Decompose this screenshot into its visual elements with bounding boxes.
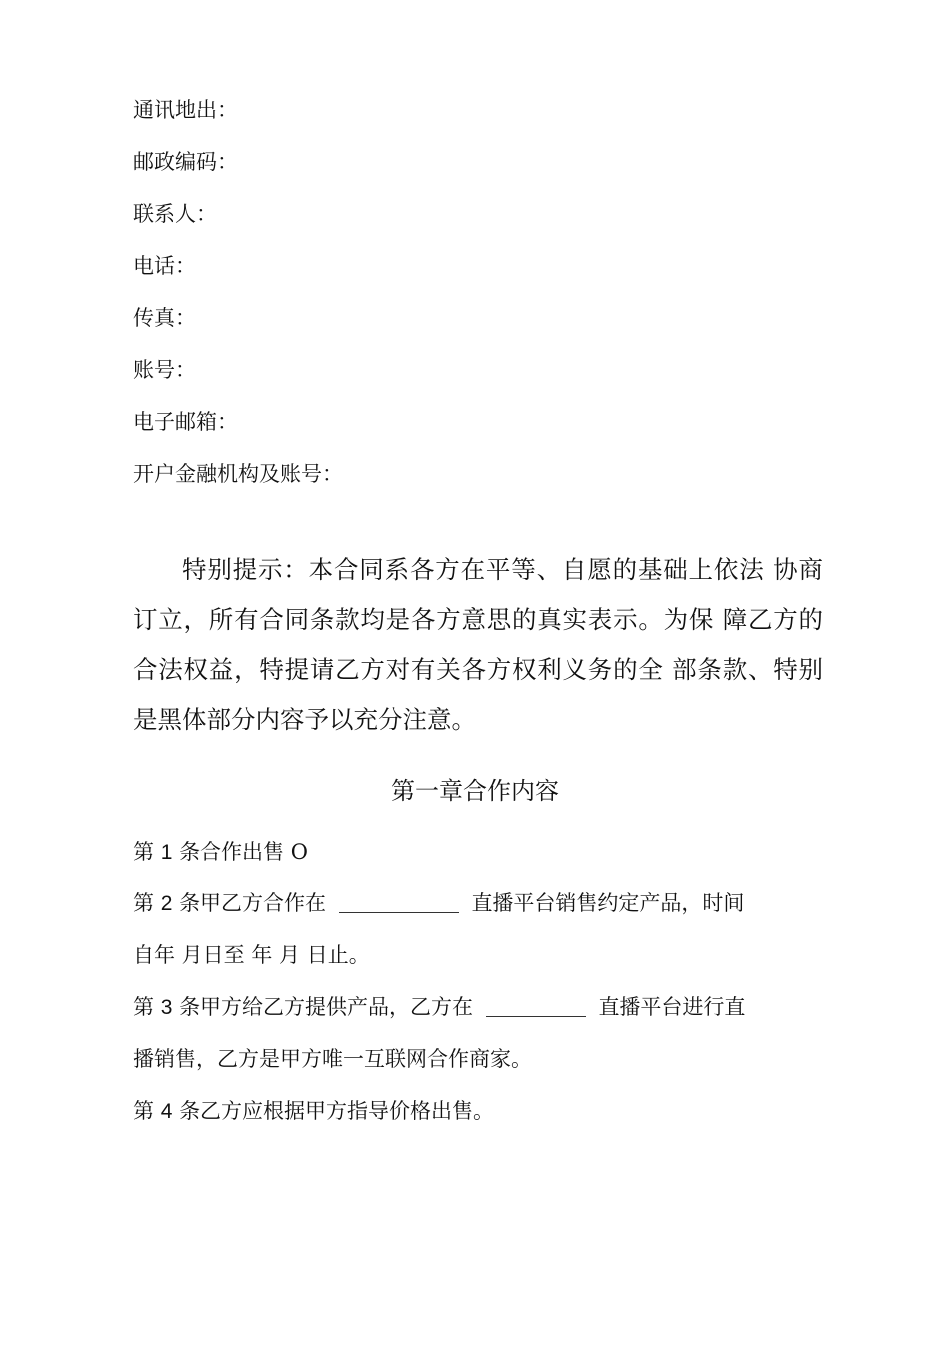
article-4-text: 条乙方应根据甲方指导价格出售。 xyxy=(179,1099,495,1123)
article-4-number: 4 xyxy=(160,1100,173,1123)
chapter-title: 第一章合作内容 xyxy=(391,777,559,805)
article-2-prefix: 第 xyxy=(133,891,154,915)
article-2-text-after: 直播平台销售约定产品，时间 xyxy=(471,891,745,915)
article-2-number: 2 xyxy=(160,892,173,915)
article-2-line-2: 自年 月日至 年 月 日止。 xyxy=(133,943,370,967)
article-1-text: 条合作出售 O xyxy=(179,840,308,864)
article-2-text-before: 条甲乙方合作在 xyxy=(179,891,327,915)
article-3-prefix: 第 xyxy=(133,995,154,1019)
article-4 xyxy=(133,1097,494,1126)
article-2 xyxy=(133,889,744,918)
contact-field-address: 通讯地出： xyxy=(133,98,238,122)
contact-field-phone: 电话： xyxy=(133,254,196,278)
article-1-number: 1 xyxy=(160,841,173,864)
article-3 xyxy=(133,993,745,1022)
contact-field-bank: 开户金融机构及账号： xyxy=(133,462,343,486)
article-1 xyxy=(133,838,308,867)
contact-field-fax: 传真： xyxy=(133,306,196,330)
article-3-number: 3 xyxy=(160,996,173,1019)
article-3-line-2: 播销售，乙方是甲方唯一互联网合作商家。 xyxy=(133,1047,532,1071)
article-3-blank-line xyxy=(486,996,586,1017)
article-4-prefix: 第 xyxy=(133,1099,154,1123)
article-2-blank-line xyxy=(339,892,459,913)
article-1-prefix: 第 xyxy=(133,840,154,864)
special-notice-paragraph: 特别提示：本合同系各方在平等、自愿的基础上依法 协商订立，所有合同条款均是各方意思的真实表示。为保 障乙方的合法权益，特提请乙方对有关各方权利义务的全 部条款、特别是黑体部分内容予以充分注意。 xyxy=(133,555,823,734)
article-3-text-before: 条甲方给乙方提供产品，乙方在 xyxy=(179,995,474,1019)
contact-field-email: 电子邮箱： xyxy=(133,410,238,434)
article-3-text-after: 直播平台进行直 xyxy=(598,995,746,1019)
contact-field-contact-person: 联系人： xyxy=(133,202,217,226)
contact-field-postcode: 邮政编码： xyxy=(133,150,238,174)
contact-field-account: 账号： xyxy=(133,358,196,382)
